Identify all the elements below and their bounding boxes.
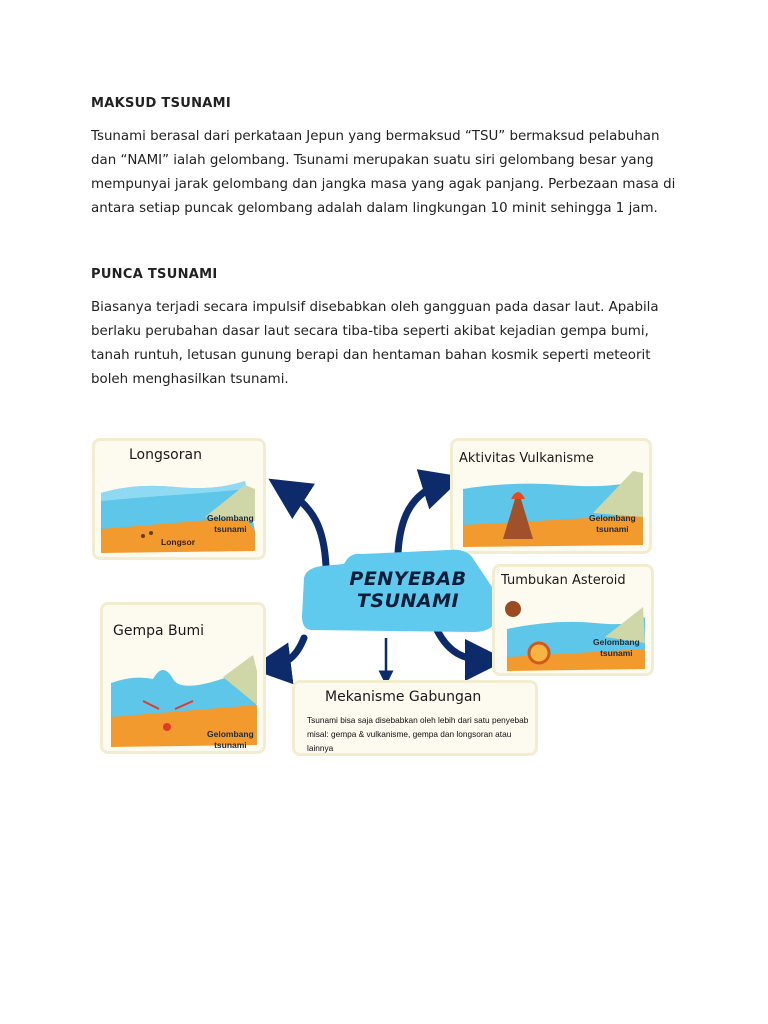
card-vulkanisme — [450, 438, 652, 554]
wave-label: tsunami — [214, 524, 247, 534]
wave-label: Gelombang — [207, 729, 254, 739]
card-gempa-bumi — [100, 602, 266, 754]
wave-label: Gelombang — [207, 513, 254, 523]
paragraph-maksud-tsunami — [91, 125, 691, 221]
wave-label: Gelombang — [593, 637, 640, 647]
text-line: tanah runtuh, letusan gunung berapi dan hentaman bahan kosmik seperti meteorit — [91, 348, 651, 363]
wave-label: tsunami — [600, 648, 633, 658]
wave-label: Gelombang — [589, 513, 636, 523]
center-title-line1: PENYEBAB — [349, 568, 467, 590]
text-line: antara setiap puncak gelombang adalah dalam lingkungan 10 minit sehingga 1 jam. — [91, 201, 658, 216]
longsoran-title: Longsoran — [129, 447, 202, 463]
card-longsoran — [92, 438, 266, 560]
vulkanisme-title: Aktivitas Vulkanisme — [459, 451, 594, 466]
gabungan-text-line: misal: gempa & vulkanisme, gempa dan longsoran atau lainnya — [307, 729, 512, 753]
card-mekanisme-gabungan — [292, 680, 538, 756]
paragraph-punca-tsunami — [91, 296, 691, 392]
wave-label: tsunami — [214, 740, 247, 750]
center-title-line2: TSUNAMI — [356, 590, 460, 612]
heading-punca-tsunami: PUNCA TSUNAMI — [91, 267, 218, 282]
gabungan-text-line: Tsunami bisa saja disebabkan oleh lebih dari satu penyebab — [307, 715, 529, 725]
gempa-title: Gempa Bumi — [113, 623, 205, 639]
asteroid-title: Tumbukan Asteroid — [501, 573, 626, 588]
arrow-to-vulkanisme — [398, 483, 443, 553]
slide-label: Longsor — [161, 537, 195, 547]
text-line: Biasanya terjadi secara impulsif disebabkan oleh gangguan pada dasar laut. Apabila — [91, 300, 659, 315]
card-asteroid — [492, 564, 654, 676]
wave-label: tsunami — [596, 524, 629, 534]
text-line: dan “NAMI” ialah gelombang. Tsunami merupakan suatu siri gelombang besar yang — [91, 153, 654, 168]
text-line: boleh menghasilkan tsunami. — [91, 372, 289, 387]
arrow-to-gempa — [270, 638, 304, 666]
text-line: Tsunami berasal dari perkataan Jepun yang bermaksud “TSU” bermaksud pelabuhan — [91, 129, 660, 144]
gabungan-title: Mekanisme Gabungan — [325, 689, 482, 705]
text-line: berlaku perubahan dasar laut secara tiba-tiba seperti akibat kejadian gempa bumi, — [91, 324, 649, 339]
heading-maksud-tsunami: MAKSUD TSUNAMI — [91, 96, 232, 111]
text-line: mempunyai jarak gelombang dan jangka masa yang agak panjang. Perbezaan masa di — [91, 177, 676, 192]
tsunami-causes-diagram — [86, 428, 658, 762]
